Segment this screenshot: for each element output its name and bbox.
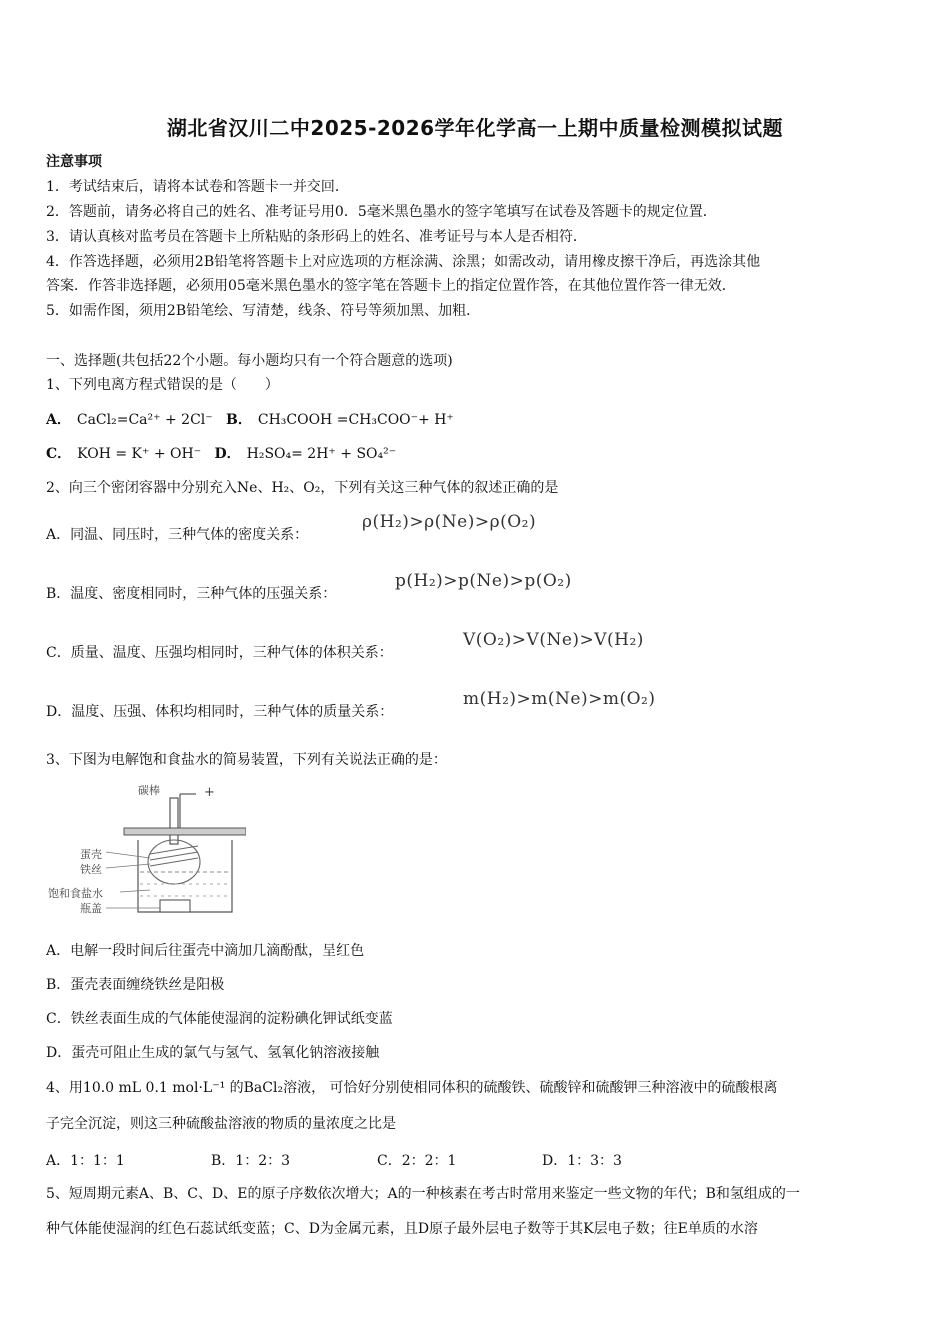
q4-stem-line2: 子完全沉淀，则这三种硫酸盐溶液的物质的量浓度之比是 [46,1116,396,1132]
q4-option-c: C．2：2：1 [377,1153,457,1169]
leader-line [106,864,150,868]
section-heading: 一、选择题(共包括22个小题。每小题均只有一个符合题意的选项) [46,353,453,369]
q4-stem-line1: 4、用10.0 mL 0.1 mol·L⁻¹ 的BaCl₂溶液， 可恰好分别使相同体积的硫酸铁、硫酸锌和硫酸钾三种溶液中的硫酸根离 [46,1080,778,1096]
q3-option-d: D．蛋壳可阻止生成的氯气与氢气、氢氧化钠溶液接触 [46,1045,380,1061]
q1-d-label: D． [214,446,241,462]
notice-heading: 注意事项 [46,154,102,170]
bottle-cap-label: 瓶盖 [80,902,102,915]
notice-item: 5．如需作图，须用2B铅笔绘、写清楚，线条、符号等须加黑、加粗． [46,303,481,319]
q5-line1: 5、短周期元素A、B、C、D、E的原子序数依次增大；A的一种核素在考古时常用来鉴定一些文物的年代；B和氢组成的一 [46,1186,800,1202]
q2-option-b: B．温度、密度相同时，三种气体的压强关系： [46,586,337,602]
carbon-rod [170,798,178,844]
q1-options-cd [46,444,396,464]
brine-label: 饱和食盐水 [48,887,103,900]
q1-a-text: CaCl₂=Ca²⁺ + 2Cl⁻ [76,412,213,428]
iron-wire-label: 铁丝 [80,863,102,876]
q1-options-ab [46,410,454,430]
notice-item: 3．请认真核对监考员在答题卡上所粘贴的条形码上的姓名、准考证号与本人是否相符． [46,229,587,245]
q3-option-a: A．电解一段时间后往蛋壳中滴加几滴酚酞，呈红色 [46,943,365,959]
q4-option-a: A．1：1：1 [46,1153,125,1169]
q1-b-text: CH₃COOH =CH₃COO⁻+ H⁺ [257,412,454,428]
q5-line2: 种气体能使湿润的红色石蕊试纸变蓝；C、D为金属元素，且D原子最外层电子数等于其K层电子数；往E单质的水溶 [46,1221,758,1237]
q2-c-formula: V(O₂)>V(Ne)>V(H₂) [463,630,644,650]
q3-stem: 3、下图为电解饱和食盐水的简易装置，下列有关说法正确的是： [46,752,447,768]
electrolysis-diagram [46,780,246,922]
eggshell-label: 蛋壳 [80,848,102,861]
exam-title: 湖北省汉川二中2025-2026学年化学高一上期中质量检测模拟试题 [166,116,784,140]
support-plate [124,828,246,835]
notice-item: 答案．作答非选择题，必须用05毫米黑色墨水的签字笔在答题卡上的指定位置作答，在其他位置作答一律无效． [46,278,736,294]
q3-option-b: B．蛋壳表面缠绕铁丝是阳极 [46,977,225,993]
q4-option-b: B．1：2：3 [211,1153,291,1169]
carbon-rod-label: 碳棒 [138,784,160,797]
leader-line [106,852,150,858]
bottle-cap [160,900,190,912]
q2-a-formula: ρ(H₂)>ρ(Ne)>ρ(O₂) [362,512,537,532]
q1-d-text: H₂SO₄= 2H⁺ + SO₄²⁻ [246,446,397,462]
q2-option-a: A．同温、同压时，三种气体的密度关系： [46,527,309,543]
q2-stem: 2、向三个密闭容器中分别充入Ne、H₂、O₂，下列有关这三种气体的叙述正确的是 [46,480,559,496]
q1-a-label: A． [46,412,71,428]
notice-item: 1．考试结束后，请将本试卷和答题卡一并交回． [46,179,349,195]
q2-option-c: C．质量、温度、压强均相同时，三种气体的体积关系： [46,645,393,661]
q2-d-formula: m(H₂)>m(Ne)>m(O₂) [463,689,656,709]
q3-option-c: C．铁丝表面生成的气体能使湿润的淀粉碘化钾试纸变蓝 [46,1011,393,1027]
q1-b-label: B． [226,412,252,428]
q1-stem: 1、下列电离方程式错误的是（ ） [46,377,279,393]
leader-line [120,890,150,892]
q2-option-d: D．温度、压强、体积均相同时，三种气体的质量关系： [46,704,394,720]
notice-item: 4．作答选择题，必须用2B铅笔将答题卡上对应选项的方框涂满、涂黑；如需改动，请用橡皮擦干净后，再选涂其他 [46,254,761,270]
q1-c-text: KOH = K⁺ + OH⁻ [77,446,202,462]
plus-label: + [204,785,215,800]
q4-option-d: D．1：3：3 [542,1153,622,1169]
notice-item: 2．答题前，请务必将自己的姓名、准考证号用0．5毫米黑色墨水的签字笔填写在试卷及答题卡的规定位置． [46,204,717,220]
q2-b-formula: p(H₂)>p(Ne)>p(O₂) [395,571,572,591]
q1-c-label: C． [46,446,72,462]
